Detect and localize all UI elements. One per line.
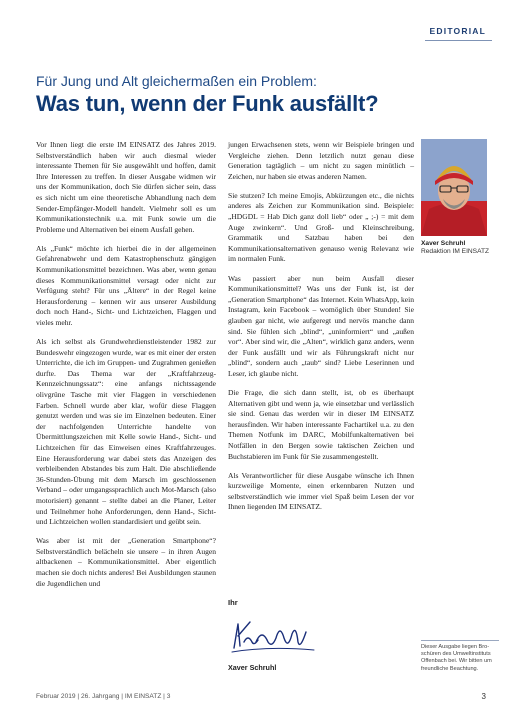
signature-name: Xaver Schruhl xyxy=(228,663,277,672)
paragraph: Als ich selbst als Grundwehrdienstleistender 1982 zur Bundeswehr eingezogen wurde, war es mit einer der ersten Unterrichte, die ich im Gruppen- und Zugrahmen genießen durfte. Das Thema war der „Kraftfahrzeug-Kennzeichnungssatz“: eine anfangs nichtssagende olivgrüne Tasche mit vier Flaggen in verschiedenen Farben. Schnell wurde aber klar, wofür diese Flaggen genutzt werden und was sie im Einzelnen bedeuten. Einer der nachfolgenden Unterrichte handelte von Übermittlungszeichen mit Kelle sowie Hand-, Sicht- und Lichtzeichen für das Einweisen eines Kraftfahrzeuges. Eine Herausforderung war dabei stets das Anzeigen des verbleibenden Abstandes bis zum Halt. Die abschließende 36-Stunden-Übung mit dem Marsch im geschlossenen Verband – oder umgangssprachlich auch Mot-Marsch (also motorisiert) genannt – stellte dabei an die Planer, Leiter und Teilnehmer hohe Anforderungen, denn Hand-, Sicht- und Lichtzeichen wollen standardisiert und geübt sein. xyxy=(36,337,216,527)
portrait-photo-icon xyxy=(421,139,487,236)
article-column-2 xyxy=(228,140,414,522)
closing-salutation xyxy=(228,598,414,607)
page-number: 3 xyxy=(481,692,486,701)
closing-word: Ihr xyxy=(228,598,238,607)
author-role: Redaktion IM EINSATZ xyxy=(421,248,490,255)
sidenote: Dieser Ausgabe liegen Broschüren des Umweltinstituts Offenbach bei. Wir bitten um freundliche Beachtung. xyxy=(421,640,499,673)
handwritten-signature xyxy=(228,612,318,660)
author-name: Xaver Schruhl xyxy=(421,240,466,247)
paragraph: Sie stutzen? Ich meine Emojis, Abkürzungen etc., die nichts anderes als Zeichen zur Kommunikation sind. Beispiele: „HDGDL = Hab Dich ganz doll lieb“ oder „ ;-) = mit dem Auge zwinkern“. Und Groß- und Kleinschreibung, Grammatik und Satzbau haben bei den Kommunikationsalternativen genauso wenig Relevanz wie im normalen Funk. xyxy=(228,190,414,264)
page-header xyxy=(0,0,510,48)
paragraph: Als Verantwortlicher für diese Ausgabe wünsche ich Ihnen kurzweilige Momente, einen erkennbaren Nutzen und selbstverständlich wie immer viel Spaß beim Lesen der vor Ihnen liegenden IM EINSATZ. xyxy=(228,470,414,512)
author-photo xyxy=(421,139,487,236)
article-kicker: Für Jung und Alt gleichermaßen ein Problem: xyxy=(36,73,317,89)
paragraph: Die Frage, die sich dann stellt, ist, ob es überhaupt Alternativen gibt und wenn ja, wie einsetzbar und verlässlich sie sind. Genau das werden wir in dieser IM EINSATZ herausfinden. Wir haben interessante Fachartikel u.a. zu den Themen Notfunk im DARC, Mobilfunkalternativen bei Notfällen in den Bergen sowie taktischen Zeichen und Buchstabieren im Funk für Sie zusammengestellt. xyxy=(228,387,414,461)
paragraph: Was aber ist mit der „Generation Smartphone“? Selbstverständlich belächeln sie unsere – in ihren Augen altbackenen – Kommunikationsmittel. Aber eigentlich machen sie doch nichts anderes! Bei Ausbildungen staunen die Jugendlichen und xyxy=(36,536,216,588)
paragraph: Als „Funk“ möchte ich hierbei die in der allgemeinen Gefahrenabwehr und dem Katastrophenschutz gängigen Kommunikationsmittel bezeichnen. Was aber, wenn genau dieses Kommunikationsmittel versagt oder nicht zur Verfügung steht? Für uns „Ältere“ in der Regel keine Herausforderung – kennen wir aus unserer Ausbildung doch noch Hand-, Sicht- und Lichtzeichen, Flaggen und vieles mehr. xyxy=(36,243,216,327)
article-headline: Was tun, wenn der Funk ausfällt? xyxy=(36,91,379,116)
article-column-1 xyxy=(36,140,216,598)
paragraph: Vor Ihnen liegt die erste IM EINSATZ des Jahres 2019. Selbstverständlich haben wir auch diesmal wieder interessante Themen für Sie ausgewählt und hoffen, damit Ihre Interessen zu treffen. In dieser Ausgabe widmen wir uns der Kommunikation, doch Sie dürfen sicher sein, dass es sich nicht um eine theoretische Abhandlung nach dem Sender-Empfänger-Modell handelt. Vielmehr soll es um Kommunikationstechnik u.a. mit Funk sowie um die Probleme und Alternativen bei einem Ausfall gehen. xyxy=(36,140,216,234)
paragraph: Was passiert aber nun beim Ausfall dieser Kommunikationsmittel? Was uns der Funk ist, ist der „Generation Smartphone“ das Internet. Kein WhatsApp, kein Instagram, kein Facebook – womöglich über Stunden! Sie glauben gar nicht, wie aufgeregt und nervös manche dann sind. Sie fühlen sich „blind“, „uninformiert“ und „außen vor“. Aber sind wir, die „Alten“, wirklich ganz anders, wenn der Funk ausfällt und wir als Führungskraft nicht nur „blind“, sondern auch „taub“ sind? Liebe Leserinnen und Leser, ich glaube nicht. xyxy=(228,273,414,378)
paragraph: jungen Erwachsenen stets, wenn wir Beispiele bringen und Vergleiche ziehen. Denn letztlich nutzt genau diese Generation tagtäglich – um nicht zu sagen minütlich – Zeichen, nur haben sie etwas anderen Namen. xyxy=(228,140,414,181)
header-divider xyxy=(425,40,492,41)
section-label: EDITORIAL xyxy=(429,26,486,36)
page-footer: Februar 2019 | 26. Jahrgang | IM EINSATZ | 3 xyxy=(36,693,171,700)
